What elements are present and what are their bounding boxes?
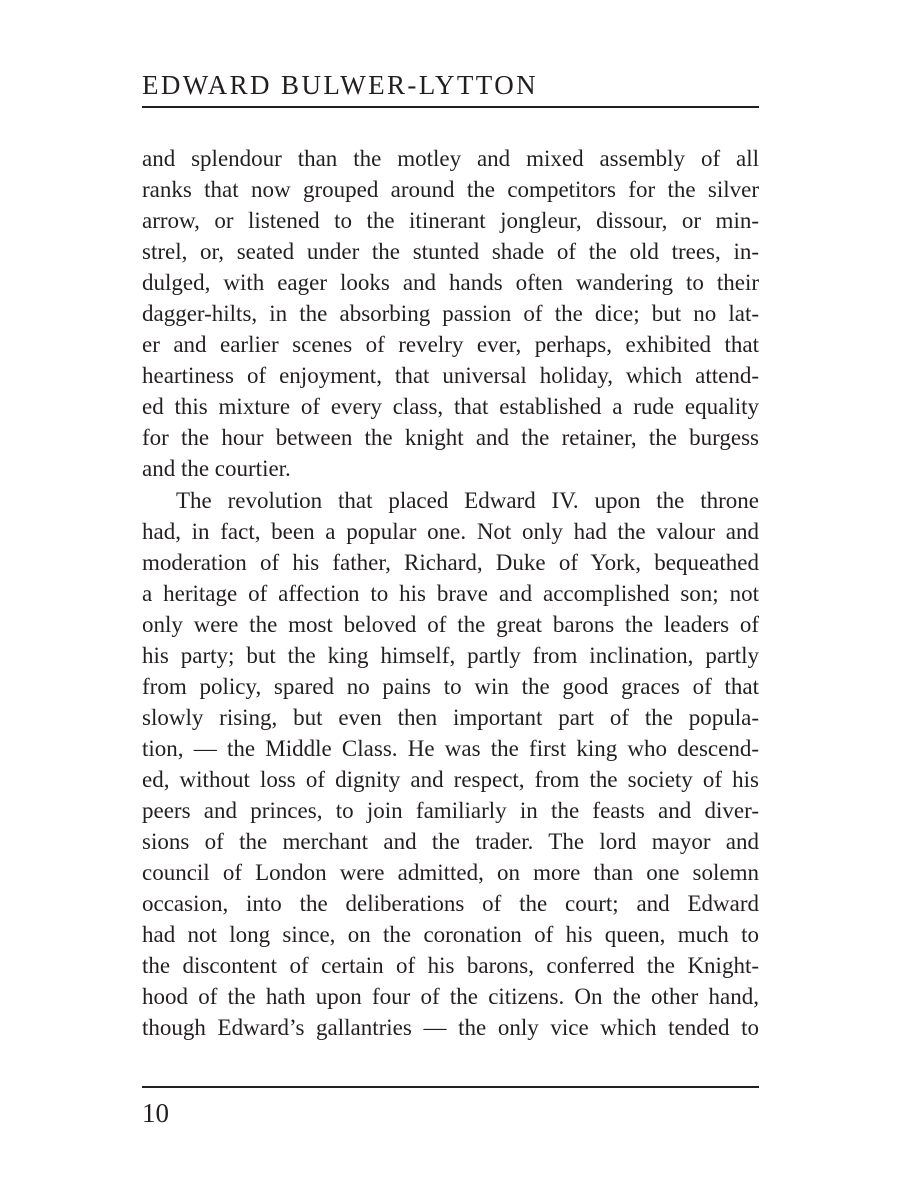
text-line: had, in fact, been a popular one. Not only had the valour and	[142, 518, 759, 544]
text-line: moderation of his father, Richard, Duke of York, bequeathed	[142, 549, 759, 575]
text-line: dagger-hilts, in the absorbing passion of the dice; but no lat-	[142, 301, 759, 327]
text-line: ranks that now grouped around the competitors for the silver	[142, 177, 759, 203]
text-line: had not long since, on the coronation of his queen, much to	[142, 922, 759, 948]
text-line: ed, without loss of dignity and respect, from the society of his	[142, 766, 759, 792]
running-head: EDWARD BULWER-LYTTON	[142, 70, 538, 100]
text-line: The revolution that placed Edward IV. upon the throne	[176, 487, 759, 513]
text-line: er and earlier scenes of revelry ever, perhaps, exhibited that	[142, 332, 759, 358]
text-line: dulged, with eager looks and hands often wandering to their	[142, 270, 759, 296]
text-line: ed this mixture of every class, that established a rude equality	[142, 394, 759, 420]
text-line: heartiness of enjoyment, that universal holiday, which attend-	[142, 363, 759, 389]
text-line: though Edward’s gallantries — the only vice which tended to	[142, 1015, 759, 1041]
text-line: and the courtier.	[142, 456, 291, 482]
text-line: slowly rising, but even then important part of the popula-	[142, 704, 759, 730]
text-line: hood of the hath upon four of the citizens. On the other hand,	[142, 984, 759, 1010]
text-line: his party; but the king himself, partly from inclination, partly	[142, 642, 759, 668]
text-line: tion, — the Middle Class. He was the first king who descend-	[142, 735, 759, 761]
text-line: only were the most beloved of the great barons the leaders of	[142, 611, 759, 637]
body-text	[142, 143, 759, 1043]
text-line: occasion, into the deliberations of the court; and Edward	[142, 891, 759, 917]
text-line: peers and princes, to join familiarly in the feasts and diver-	[142, 797, 759, 823]
text-line: arrow, or listened to the itinerant jongleur, dissour, or min-	[142, 208, 759, 234]
paragraph-1	[142, 143, 759, 485]
page-number: 10	[142, 1098, 169, 1128]
text-line: from policy, spared no pains to win the good graces of that	[142, 673, 759, 699]
footer-rule	[142, 1086, 759, 1088]
header-rule	[142, 106, 759, 108]
text-line: a heritage of affection to his brave and accomplished son; not	[142, 580, 759, 606]
paragraph-2	[142, 485, 759, 1044]
text-line: for the hour between the knight and the retainer, the burgess	[142, 425, 759, 451]
text-line: sions of the merchant and the trader. The lord mayor and	[142, 829, 759, 855]
text-line: the discontent of certain of his barons, conferred the Knight-	[142, 953, 759, 979]
text-line: council of London were admitted, on more than one solemn	[142, 860, 759, 886]
text-line: strel, or, seated under the stunted shade of the old trees, in-	[142, 239, 759, 265]
text-line: and splendour than the motley and mixed assembly of all	[142, 146, 759, 171]
